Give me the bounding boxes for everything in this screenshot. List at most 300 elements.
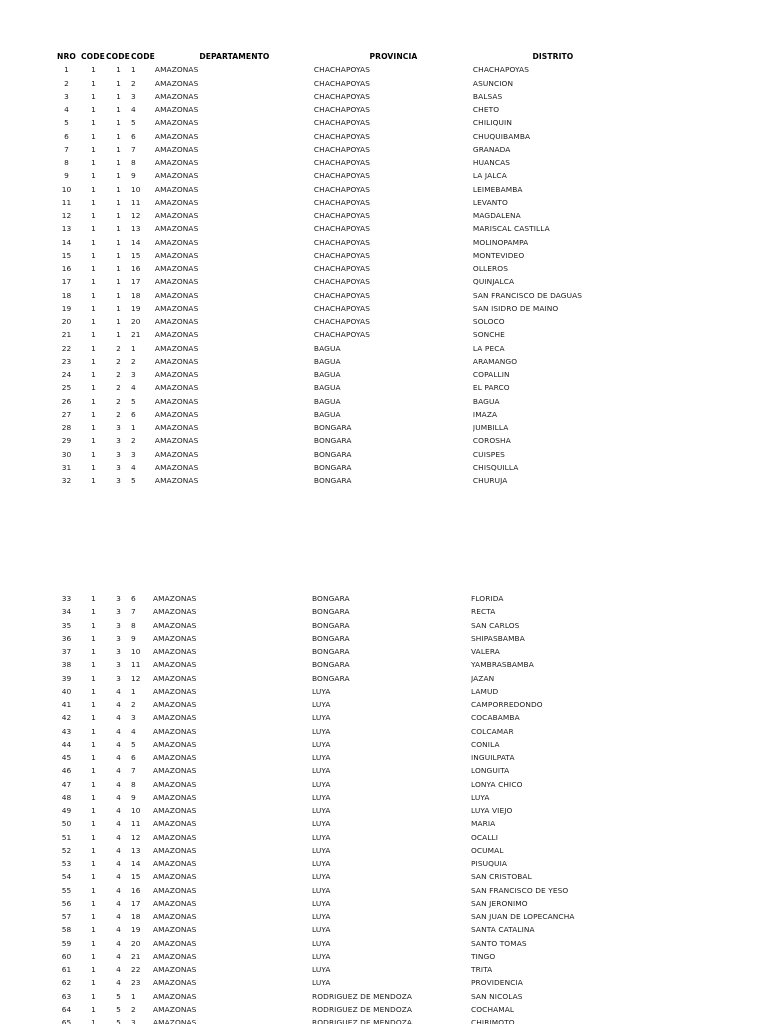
cell-departamento: AMAZONAS — [154, 409, 199, 419]
cell-code-1: 1 — [91, 184, 96, 194]
header-distrito: DISTRITO — [532, 52, 574, 61]
cell-provincia: CHACHAPOYAS — [313, 171, 370, 181]
cell-code-3: 12 — [131, 211, 141, 220]
cell-departamento: AMAZONAS — [153, 739, 197, 749]
cell-code-3: 7 — [131, 766, 136, 776]
table-row — [52, 923, 631, 936]
cell-departamento: AMAZONAS — [153, 620, 197, 630]
cell-code-3: 18 — [131, 290, 141, 300]
cell-nro: 9 — [64, 171, 69, 181]
cell-departamento: AMAZONAS — [154, 370, 199, 379]
cell-provincia: LUYA — [312, 872, 331, 882]
table-row — [52, 249, 633, 262]
cell-code-1: 1 — [91, 673, 96, 683]
table-row — [52, 698, 631, 711]
cell-code-3: 1 — [131, 423, 136, 432]
header-code-3: CODE — [131, 52, 155, 61]
cell-code-2: 4 — [116, 806, 121, 815]
cell-departamento: AMAZONAS — [154, 65, 199, 75]
cell-provincia: LUYA — [312, 792, 331, 802]
table-row — [52, 963, 631, 976]
cell-code-2: 1 — [116, 277, 121, 287]
cell-departamento: AMAZONAS — [154, 383, 199, 393]
cell-departamento: AMAZONAS — [153, 594, 197, 603]
cell-nro: 38 — [61, 660, 72, 670]
cell-code-3: 15 — [131, 872, 141, 882]
cell-code-1: 1 — [91, 423, 96, 432]
cell-code-3: 4 — [131, 105, 136, 114]
table-row — [52, 897, 631, 910]
cell-code-2: 1 — [116, 171, 121, 181]
cell-distrito: CUISPES — [472, 449, 505, 459]
table-row — [52, 976, 631, 989]
cell-code-3: 12 — [131, 673, 141, 683]
cell-code-3: 6 — [131, 131, 136, 141]
table-row — [52, 857, 631, 870]
cell-provincia: CHACHAPOYAS — [313, 184, 370, 194]
cell-code-3: 10 — [131, 806, 141, 815]
cell-distrito: SANTA CATALINA — [471, 925, 535, 935]
cell-nro: 5 — [64, 118, 69, 128]
cell-nro: 37 — [61, 647, 72, 656]
table-row — [52, 725, 631, 738]
cell-code-1: 1 — [91, 872, 96, 882]
cell-distrito: RECTA — [471, 607, 496, 617]
cell-nro: 32 — [61, 476, 72, 485]
cell-code-3: 5 — [131, 118, 136, 128]
cell-distrito: OCUMAL — [471, 845, 504, 855]
cell-departamento: AMAZONAS — [153, 792, 197, 802]
cell-code-3: 2 — [131, 78, 136, 88]
cell-nro: 14 — [61, 237, 72, 247]
cell-code-1: 1 — [91, 832, 96, 842]
cell-nro: 18 — [61, 290, 72, 300]
cell-distrito: JAZAN — [471, 673, 495, 683]
cell-code-3: 4 — [131, 462, 136, 472]
cell-distrito: CHACHAPOYAS — [472, 65, 529, 75]
table-row — [52, 77, 633, 90]
table-row — [52, 605, 631, 618]
cell-nro: 58 — [61, 925, 72, 935]
cell-distrito: PISUQUIA — [471, 859, 507, 868]
cell-code-2: 4 — [116, 832, 121, 842]
cell-code-1: 1 — [91, 792, 96, 802]
cell-code-3: 6 — [131, 409, 136, 419]
cell-code-3: 6 — [131, 753, 136, 762]
cell-code-1: 1 — [91, 1004, 96, 1014]
cell-nro: 39 — [61, 673, 72, 683]
cell-code-1: 1 — [91, 449, 96, 459]
table-row — [52, 658, 631, 671]
cell-provincia: CHACHAPOYAS — [313, 197, 370, 207]
cell-provincia: CHACHAPOYAS — [313, 264, 370, 273]
cell-nro: 28 — [61, 423, 72, 432]
cell-nro: 27 — [61, 409, 72, 419]
table-row — [52, 870, 631, 883]
cell-nro: 33 — [61, 594, 72, 603]
cell-departamento: AMAZONAS — [154, 250, 199, 260]
cell-code-2: 4 — [116, 766, 121, 776]
cell-distrito: COLCAMAR — [471, 726, 514, 736]
cell-code-1: 1 — [91, 607, 96, 617]
table-row — [52, 778, 631, 791]
cell-provincia: LUYA — [312, 779, 331, 789]
cell-provincia: BONGARA — [313, 449, 352, 459]
cell-code-2: 1 — [116, 303, 121, 313]
cell-code-3: 16 — [131, 264, 141, 273]
cell-nro: 64 — [61, 1004, 72, 1014]
cell-code-3: 19 — [131, 303, 141, 313]
cell-code-2: 1 — [116, 250, 121, 260]
cell-distrito: SAN JERONIMO — [471, 898, 528, 908]
cell-provincia: BAGUA — [313, 370, 341, 379]
cell-provincia: BAGUA — [313, 396, 341, 406]
cell-departamento: AMAZONAS — [154, 449, 199, 459]
cell-nro: 29 — [61, 436, 72, 446]
cell-code-2: 4 — [116, 792, 121, 802]
cell-provincia: CHACHAPOYAS — [313, 224, 370, 234]
cell-code-1: 1 — [91, 383, 96, 393]
cell-nro: 57 — [61, 912, 72, 921]
district-table-page-2 — [52, 592, 631, 1024]
cell-code-2: 1 — [116, 78, 121, 88]
cell-code-2: 2 — [116, 343, 121, 353]
cell-nro: 55 — [61, 885, 72, 895]
cell-code-1: 1 — [91, 965, 96, 974]
cell-provincia: CHACHAPOYAS — [313, 105, 370, 114]
cell-code-1: 1 — [91, 845, 96, 855]
cell-code-1: 1 — [91, 409, 96, 419]
cell-nro: 31 — [61, 462, 72, 472]
cell-code-1: 1 — [91, 859, 96, 868]
cell-code-3: 15 — [131, 250, 141, 260]
table-row — [52, 632, 631, 645]
table-row — [52, 395, 633, 408]
cell-distrito: BAGUA — [472, 396, 500, 406]
cell-departamento: AMAZONAS — [154, 158, 199, 167]
cell-provincia: LUYA — [312, 898, 331, 908]
cell-provincia: CHACHAPOYAS — [313, 290, 370, 300]
cell-distrito: CONILA — [471, 739, 500, 749]
cell-code-2: 4 — [116, 819, 121, 829]
cell-provincia: LUYA — [312, 965, 331, 974]
cell-provincia: CHACHAPOYAS — [313, 237, 370, 247]
cell-distrito: BALSAS — [472, 91, 503, 101]
cell-provincia: LUYA — [312, 766, 331, 776]
cell-nro: 50 — [61, 819, 72, 829]
cell-code-1: 1 — [91, 925, 96, 935]
table-row — [52, 950, 631, 963]
cell-provincia: BONGARA — [312, 607, 350, 617]
cell-code-1: 1 — [91, 144, 96, 154]
cell-departamento: AMAZONAS — [153, 991, 197, 1001]
cell-distrito: SAN FRANCISCO DE DAGUAS — [472, 290, 583, 300]
cell-code-3: 20 — [131, 938, 141, 948]
cell-distrito: SAN CARLOS — [471, 620, 520, 630]
cell-departamento: AMAZONAS — [153, 726, 197, 736]
cell-departamento: AMAZONAS — [154, 317, 199, 326]
cell-distrito: VALERA — [471, 647, 500, 656]
cell-code-1: 1 — [91, 237, 96, 247]
cell-provincia: CHACHAPOYAS — [313, 91, 370, 101]
cell-departamento: AMAZONAS — [154, 264, 199, 273]
cell-code-2: 3 — [116, 647, 121, 656]
cell-departamento: AMAZONAS — [153, 819, 197, 829]
table-row — [52, 183, 633, 196]
cell-departamento: AMAZONAS — [154, 91, 199, 101]
cell-departamento: AMAZONAS — [153, 660, 197, 670]
cell-provincia: BONGARA — [313, 476, 352, 485]
cell-nro: 48 — [61, 792, 72, 802]
table-row — [52, 116, 633, 129]
cell-nro: 16 — [61, 264, 72, 273]
cell-departamento: AMAZONAS — [153, 753, 197, 762]
cell-departamento: AMAZONAS — [154, 197, 199, 207]
header-departamento: DEPARTAMENTO — [199, 52, 270, 61]
cell-nro: 7 — [64, 144, 69, 154]
cell-code-2: 3 — [116, 660, 121, 670]
cell-code-3: 2 — [131, 356, 136, 366]
cell-nro: 26 — [61, 396, 72, 406]
district-table-page-1 — [52, 50, 633, 487]
cell-code-2: 3 — [116, 673, 121, 683]
cell-code-3: 8 — [131, 779, 136, 789]
cell-departamento: AMAZONAS — [154, 105, 199, 114]
cell-distrito: SAN FRANCISCO DE YESO — [471, 885, 569, 895]
cell-departamento: AMAZONAS — [154, 356, 199, 366]
cell-nro: 45 — [61, 753, 72, 762]
cell-code-1: 1 — [91, 290, 96, 300]
cell-nro: 17 — [61, 277, 72, 287]
cell-code-3: 4 — [131, 383, 136, 393]
cell-nro: 22 — [61, 343, 72, 353]
table-row — [52, 302, 633, 315]
cell-code-2: 4 — [116, 898, 121, 908]
cell-provincia: LUYA — [312, 938, 331, 948]
table-row — [52, 448, 633, 461]
cell-code-1: 1 — [91, 356, 96, 366]
cell-code-2: 4 — [116, 978, 121, 988]
table-row — [52, 421, 633, 434]
header-code-2: CODE — [106, 52, 130, 61]
cell-code-2: 3 — [116, 436, 121, 446]
cell-provincia: BONGARA — [312, 620, 350, 630]
cell-departamento: AMAZONAS — [153, 832, 197, 842]
table-row — [52, 289, 633, 302]
cell-code-3: 20 — [131, 317, 141, 326]
cell-code-3: 1 — [131, 991, 136, 1001]
cell-code-3: 3 — [131, 449, 136, 459]
table-row — [52, 685, 631, 698]
cell-nro: 15 — [61, 250, 72, 260]
cell-code-1: 1 — [91, 620, 96, 630]
cell-code-2: 4 — [116, 739, 121, 749]
cell-departamento: AMAZONAS — [153, 898, 197, 908]
cell-code-3: 10 — [131, 184, 141, 194]
cell-distrito: SOLOCO — [472, 317, 505, 326]
cell-distrito: TINGO — [471, 951, 496, 961]
cell-code-2: 1 — [116, 105, 121, 114]
cell-provincia: CHACHAPOYAS — [313, 131, 370, 141]
header-provincia: PROVINCIA — [369, 52, 418, 61]
cell-code-2: 4 — [116, 938, 121, 948]
cell-code-1: 1 — [91, 898, 96, 908]
cell-code-1: 1 — [91, 686, 96, 696]
cell-nro: 13 — [61, 224, 72, 234]
cell-distrito: PROVIDENCIA — [471, 978, 523, 988]
cell-provincia: RODRIGUEZ DE MENDOZA — [312, 1018, 413, 1024]
cell-nro: 24 — [61, 370, 72, 379]
cell-code-2: 1 — [116, 317, 121, 326]
cell-code-1: 1 — [91, 370, 96, 379]
table-row — [52, 937, 631, 950]
cell-departamento: AMAZONAS — [153, 713, 197, 723]
cell-code-2: 4 — [116, 912, 121, 921]
cell-provincia: RODRIGUEZ DE MENDOZA — [312, 1004, 413, 1014]
cell-departamento: AMAZONAS — [154, 330, 199, 340]
cell-provincia: LUYA — [312, 806, 331, 815]
cell-code-2: 3 — [116, 633, 121, 643]
cell-code-2: 1 — [116, 131, 121, 141]
table-row — [52, 751, 631, 764]
cell-distrito: FLORIDA — [471, 594, 504, 603]
cell-code-1: 1 — [91, 660, 96, 670]
cell-departamento: AMAZONAS — [153, 912, 197, 921]
cell-code-3: 23 — [131, 978, 141, 988]
cell-code-1: 1 — [91, 330, 96, 340]
cell-code-1: 1 — [91, 779, 96, 789]
cell-nro: 63 — [61, 991, 72, 1001]
cell-code-2: 3 — [116, 476, 121, 485]
table-row — [52, 143, 633, 156]
cell-code-1: 1 — [91, 105, 96, 114]
cell-code-2: 1 — [116, 158, 121, 167]
cell-code-3: 5 — [131, 476, 136, 485]
cell-distrito: MOLINOPAMPA — [472, 237, 529, 247]
table-row — [52, 236, 633, 249]
cell-code-3: 1 — [131, 65, 136, 75]
cell-departamento: AMAZONAS — [154, 184, 199, 194]
cell-provincia: LUYA — [312, 912, 331, 921]
cell-departamento: AMAZONAS — [153, 859, 197, 868]
cell-departamento: AMAZONAS — [154, 290, 199, 300]
cell-code-1: 1 — [91, 819, 96, 829]
cell-code-2: 4 — [116, 859, 121, 868]
cell-code-3: 5 — [131, 739, 136, 749]
cell-code-3: 14 — [131, 859, 141, 868]
cell-nro: 30 — [61, 449, 72, 459]
cell-code-3: 16 — [131, 885, 141, 895]
cell-provincia: CHACHAPOYAS — [313, 144, 370, 154]
cell-code-1: 1 — [91, 317, 96, 326]
cell-provincia: CHACHAPOYAS — [313, 78, 370, 88]
cell-code-3: 6 — [131, 594, 136, 603]
cell-provincia: CHACHAPOYAS — [313, 118, 370, 128]
cell-departamento: AMAZONAS — [153, 885, 197, 895]
table-row — [52, 368, 633, 381]
cell-departamento: AMAZONAS — [153, 951, 197, 961]
cell-code-3: 12 — [131, 832, 141, 842]
cell-code-3: 13 — [131, 224, 141, 234]
cell-code-3: 11 — [131, 819, 141, 829]
cell-code-2: 3 — [116, 594, 121, 603]
table-row — [52, 328, 633, 341]
cell-provincia: LUYA — [312, 885, 331, 895]
cell-distrito: SONCHE — [472, 330, 505, 340]
cell-nro: 11 — [61, 197, 72, 207]
cell-departamento: AMAZONAS — [154, 144, 199, 154]
cell-code-2: 4 — [116, 925, 121, 935]
table-row — [52, 196, 633, 209]
table-row — [52, 434, 633, 447]
cell-distrito: SAN NICOLAS — [471, 991, 523, 1001]
cell-distrito: ASUNCION — [472, 78, 514, 88]
cell-code-2: 2 — [116, 409, 121, 419]
cell-departamento: AMAZONAS — [153, 806, 197, 815]
table-row — [52, 619, 631, 632]
table-row — [52, 711, 631, 724]
cell-departamento: AMAZONAS — [154, 118, 199, 128]
cell-nro: 19 — [61, 303, 72, 313]
cell-departamento: AMAZONAS — [154, 436, 199, 446]
cell-nro: 62 — [61, 978, 72, 988]
cell-code-1: 1 — [91, 647, 96, 656]
cell-code-2: 4 — [116, 700, 121, 709]
cell-distrito: LONGUITA — [471, 766, 510, 776]
cell-code-1: 1 — [91, 436, 96, 446]
cell-code-2: 1 — [116, 290, 121, 300]
cell-distrito: TRITA — [471, 965, 493, 974]
table-row — [52, 381, 633, 394]
table-row — [52, 156, 633, 169]
cell-departamento: AMAZONAS — [154, 224, 199, 234]
cell-code-1: 1 — [91, 912, 96, 921]
cell-code-2: 1 — [116, 65, 121, 75]
cell-departamento: AMAZONAS — [153, 845, 197, 855]
cell-code-1: 1 — [91, 700, 96, 709]
cell-code-3: 5 — [131, 396, 136, 406]
cell-distrito: LA JALCA — [472, 171, 507, 181]
cell-distrito: YAMBRASBAMBA — [471, 660, 534, 670]
cell-distrito: INGUILPATA — [471, 753, 515, 762]
cell-nro: 2 — [64, 78, 69, 88]
cell-distrito: OLLEROS — [472, 264, 508, 273]
cell-distrito: CHUQUIBAMBA — [472, 131, 531, 141]
cell-code-1: 1 — [91, 65, 96, 75]
cell-departamento: AMAZONAS — [153, 1004, 197, 1014]
cell-nro: 60 — [61, 951, 72, 961]
cell-provincia: LUYA — [312, 859, 331, 868]
cell-code-3: 9 — [131, 633, 136, 643]
cell-distrito: OCALLI — [471, 832, 499, 842]
cell-distrito: ARAMANGO — [472, 356, 518, 366]
cell-nro: 56 — [61, 898, 72, 908]
cell-code-3: 8 — [131, 158, 136, 167]
cell-code-2: 2 — [116, 356, 121, 366]
cell-nro: 34 — [61, 607, 72, 617]
cell-code-2: 1 — [116, 211, 121, 220]
table-row — [52, 910, 631, 923]
cell-code-2: 3 — [116, 462, 121, 472]
cell-provincia: BAGUA — [313, 356, 341, 366]
cell-departamento: AMAZONAS — [153, 938, 197, 948]
cell-nro: 46 — [61, 766, 72, 776]
cell-nro: 52 — [61, 845, 72, 855]
table-row — [52, 275, 633, 288]
cell-departamento: AMAZONAS — [153, 1018, 197, 1024]
cell-distrito: EL PARCO — [472, 383, 510, 393]
cell-code-1: 1 — [91, 951, 96, 961]
